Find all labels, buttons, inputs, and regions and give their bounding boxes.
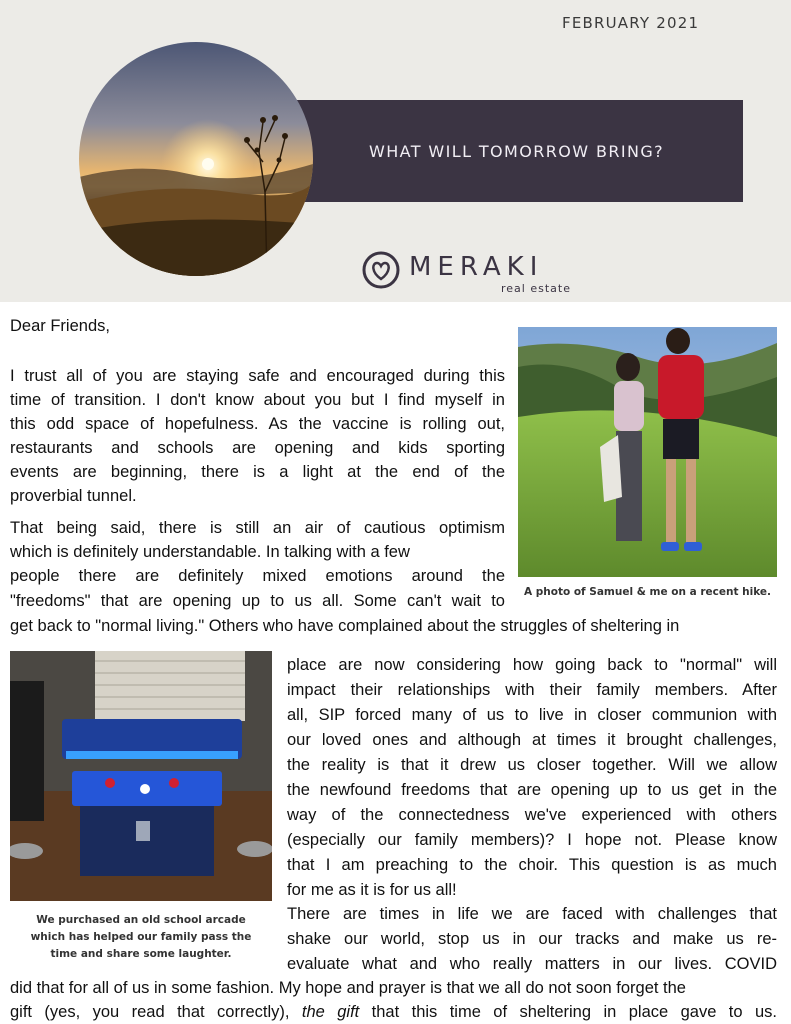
letter-line: impact their relationships with their family members. After	[287, 681, 777, 699]
meraki-logo	[361, 248, 581, 296]
sunset-photo	[79, 42, 313, 276]
greeting: Dear Friends,	[10, 317, 110, 335]
heart-logo-icon	[361, 250, 401, 290]
letter-line: place are now considering how going back to "normal" will	[287, 656, 777, 674]
letter-line: way of the connectedness we've experienced with others	[287, 806, 777, 824]
letter-line: all, SIP forced many of us to live in closer communion with	[287, 706, 777, 724]
hike-photo	[518, 327, 777, 577]
emphasis-text: the gift	[301, 1003, 360, 1021]
arcade-caption-line: We purchased an old school arcade	[36, 914, 246, 926]
letter-line: which is definitely understandable. In talking with a few	[10, 543, 410, 561]
arcade-caption-line: which has helped our family pass the	[30, 931, 252, 943]
letter-line: "freedoms" that are opening up to us all. Some can't wait to	[10, 592, 505, 610]
letter-line: did that for all of us in some fashion. My hope and prayer is that we all do not soon forget the	[10, 979, 686, 997]
letter-line: (especially our family members)? I hope not. Please know	[287, 831, 777, 849]
letter-line: shake our world, stop us in our tracks and make us re-	[287, 930, 777, 948]
logo-wordmark: MERAKI	[409, 252, 544, 282]
arcade-caption-line: time and share some laughter.	[50, 948, 232, 960]
letter-line: for me as it is for us all!	[287, 881, 457, 899]
letter-line: our loved ones and although at times it brought challenges,	[287, 731, 777, 749]
letter-line: restaurants and schools are opening and kids sporting	[10, 439, 505, 457]
arcade-photo	[10, 651, 272, 901]
letter-line: There are times in life we are faced with challenges that	[287, 905, 777, 923]
letter-line: events are beginning, there is a light at the end of the	[10, 463, 505, 481]
letter-line: this odd space of hopefulness. As the vaccine is rolling out,	[10, 415, 505, 433]
letter-line: evaluate what and who really matters in our lives. COVID	[287, 955, 777, 973]
hike-photo-caption: A photo of Samuel & me on a recent hike.	[523, 586, 772, 598]
letter-line: That being said, there is still an air of cautious optimism	[10, 519, 505, 537]
issue-date: FEBRUARY 2021	[562, 14, 700, 32]
title-band	[296, 100, 743, 202]
logo-tagline: real estate	[501, 282, 571, 295]
newsletter-header	[0, 0, 791, 302]
letter-line: get back to "normal living." Others who have complained about the struggles of sheltering in	[10, 617, 680, 635]
letter-line: proverbial tunnel.	[10, 487, 137, 505]
letter-line: time of transition. I don't know about you but I find myself in	[10, 391, 505, 409]
letter-line: people there are definitely mixed emotions around the	[10, 567, 505, 585]
letter-last-line	[10, 1000, 777, 1024]
last-line-text: gift (yes, you read that correctly),	[10, 1003, 302, 1021]
letter-line: I trust all of you are staying safe and encouraged during this	[10, 367, 505, 385]
letter-line: the newfound freedoms that are opening up to us get in the	[287, 781, 777, 799]
letter-line: that I am preaching to the choir. This question is as much	[287, 856, 777, 874]
letter-line: the reality is that it drew us closer together. Will we allow	[287, 756, 777, 774]
newsletter-title: WHAT WILL TOMORROW BRING?	[369, 142, 665, 161]
last-line-text-end: that this time of sheltering in place gave to us.	[359, 1003, 777, 1021]
